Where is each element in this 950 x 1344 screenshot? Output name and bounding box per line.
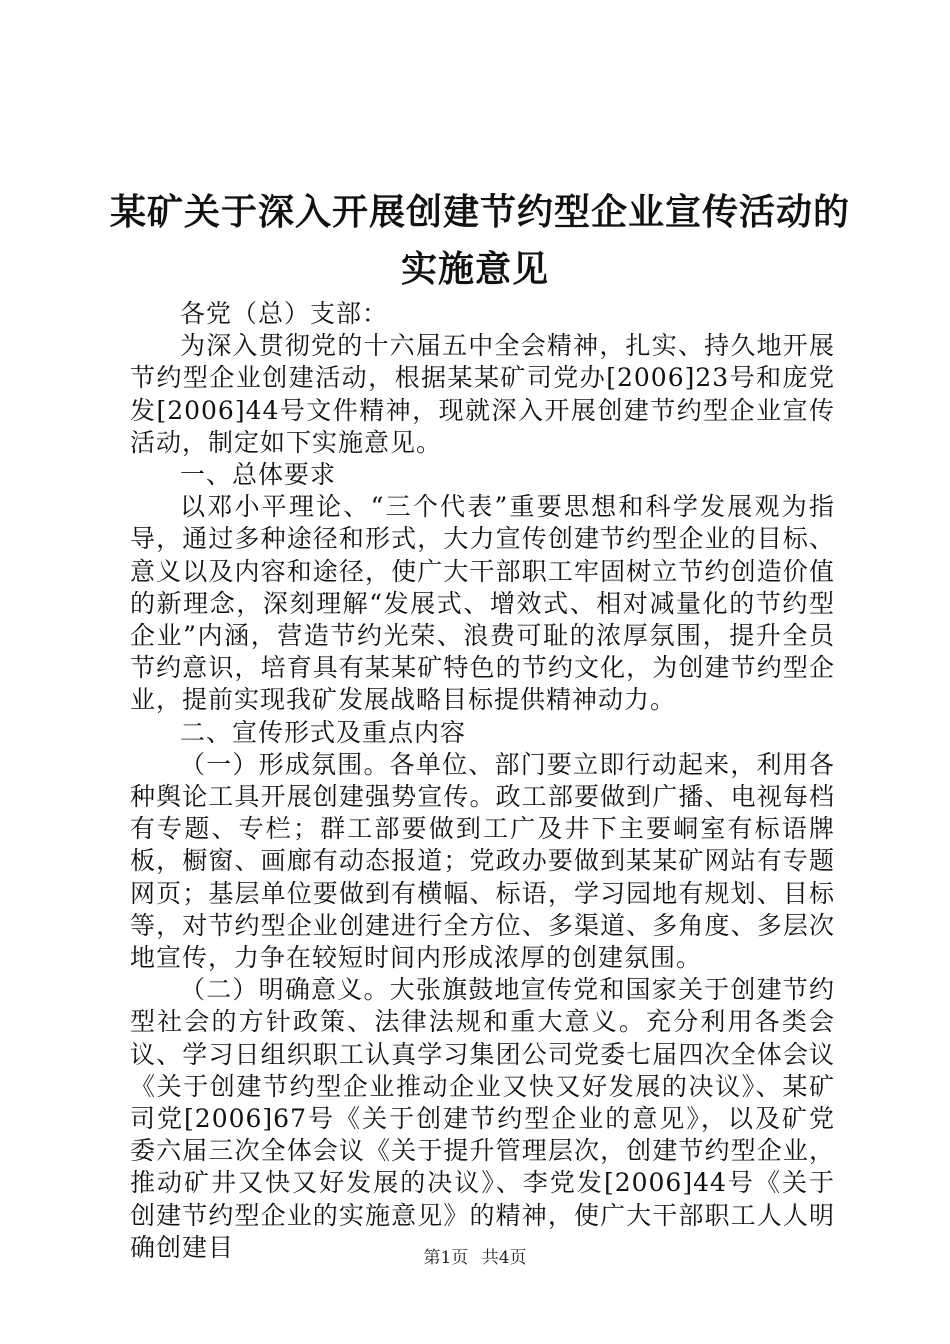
salutation: 各党（总）支部： bbox=[180, 299, 389, 328]
paragraph-general-requirements: 以邓小平理论、“三个代表”重要思想和科学发展观为指导，通过多种途径和形式，大力宣传创建节约型企业的目标、意义以及内容和途径，使广大干部职工牢固树立节约创造价值的新理念，深刻理解“发展式、增效式、相对减量化的节约型企业”内涵，营造节约光荣、浪费可耻的浓厚氛围，提升全员节约意识，培育具有某某矿特色的节约文化，为创建节约型企业，提前实现我矿发展战略目标提供精神动力。 bbox=[130, 492, 835, 715]
document-title-line-2: 实施意见 bbox=[400, 248, 549, 290]
page-number: 第1页 bbox=[423, 1248, 469, 1268]
paragraph-clarify-significance: （二）明确意义。大张旗鼓地宣传党和国家关于创建节约型社会的方针政策、法律法规和重大意义。充分利用各类会议、学习日组织职工认真学习集团公司党委七届四次全体会议《关于创建节约型企业推动企业又快又好发展的决议》、某矿司党[2006]67号《关于创建节约型企业的意见》，以及矿党委六届三次全体会议《关于提升管理层次，创建节约型企业，推动矿井又快又好发展的决议》、李党发[2006]44号《关于创建节约型企业的实施意见》的精神，使广大干部职工人人明确创建目 bbox=[130, 975, 835, 1262]
document-body bbox=[130, 298, 835, 1264]
paragraph-form-atmosphere: （一）形成氛围。各单位、部门要立即行动起来，利用各种舆论工具开展创建强势宣传。政工部要做到广播、电视每档有专题、专栏；群工部要做到工广及井下主要峒室有标语牌板，橱窗、画廊有动态报道；党政办要做到某某矿网站有专题网页；基层单位要做到有横幅、标语，学习园地有规划、目标等，对节约型企业创建进行全方位、多渠道、多角度、多层次地宣传，力争在较短时间内形成浓厚的创建氛围。 bbox=[130, 749, 835, 973]
page-total: 共4页 bbox=[481, 1248, 527, 1268]
document-title-line-1: 某矿关于深入开展创建节约型企业宣传活动的 bbox=[110, 191, 851, 233]
section-heading-1: 一、总体要求 bbox=[180, 460, 337, 490]
paragraph-intro: 为深入贯彻党的十六届五中全会精神，扎实、持久地开展节约型企业创建活动，根据某某矿司党办[2006]23号和庞党发[2006]44号文件精神，现就深入开展创建节约型企业宣传活动，制定如下实施意见。 bbox=[130, 331, 835, 457]
page-footer bbox=[0, 1243, 950, 1268]
section-heading-2: 二、宣传形式及重点内容 bbox=[180, 717, 467, 747]
